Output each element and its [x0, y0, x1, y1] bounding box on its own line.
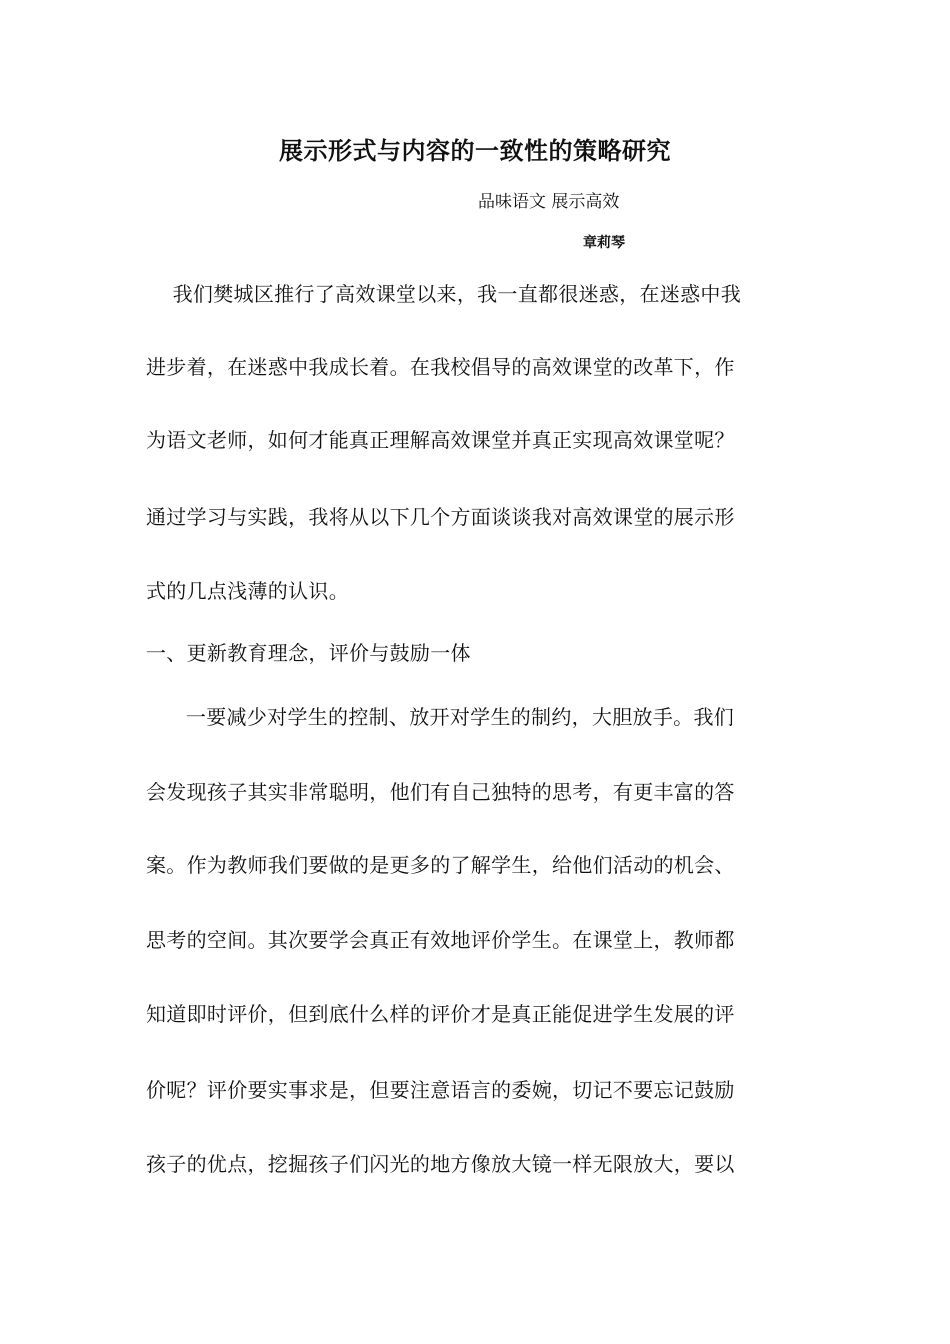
author-name: 章莉琴 [583, 235, 625, 251]
paragraph-line: 一要减少对学生的控制、放开对学生的制约，大胆放手。我们 [146, 705, 735, 729]
paragraph-line: 思考的空间。其次要学会真正有效地评价学生。在课堂上，教师都 [146, 928, 735, 952]
document-title: 展示形式与内容的一致性的策略研究 [279, 137, 671, 165]
paragraph-line: 通过学习与实践，我将从以下几个方面谈谈我对高效课堂的展示形 [146, 505, 735, 529]
paragraph-line: 知道即时评价，但到底什么样的评价才是真正能促进学生发展的评 [146, 1002, 735, 1026]
paragraph-line: 会发现孩子其实非常聪明，他们有自己独特的思考，有更丰富的答 [146, 780, 735, 804]
paragraph-line: 进步着，在迷惑中我成长着。在我校倡导的高效课堂的改革下，作 [146, 355, 735, 379]
paragraph-line: 案。作为教师我们要做的是更多的了解学生，给他们活动的机会、 [146, 853, 735, 877]
paragraph-line: 式的几点浅薄的认识。 [146, 579, 349, 603]
document-subtitle: 品味语文 展示高效 [478, 192, 620, 212]
section-heading: 一、更新教育理念，评价与鼓励一体 [146, 641, 471, 665]
paragraph-line: 价呢？评价要实事求是，但要注意语言的委婉，切记不要忘记鼓励 [146, 1078, 735, 1102]
paragraph-line: 我们樊城区推行了高效课堂以来，我一直都很迷惑，在迷惑中我 [146, 282, 742, 306]
paragraph-line: 为语文老师，如何才能真正理解高效课堂并真正实现高效课堂呢？ [146, 428, 735, 452]
paragraph-line: 孩子的优点，挖掘孩子们闪光的地方像放大镜一样无限放大，要以 [146, 1152, 735, 1176]
